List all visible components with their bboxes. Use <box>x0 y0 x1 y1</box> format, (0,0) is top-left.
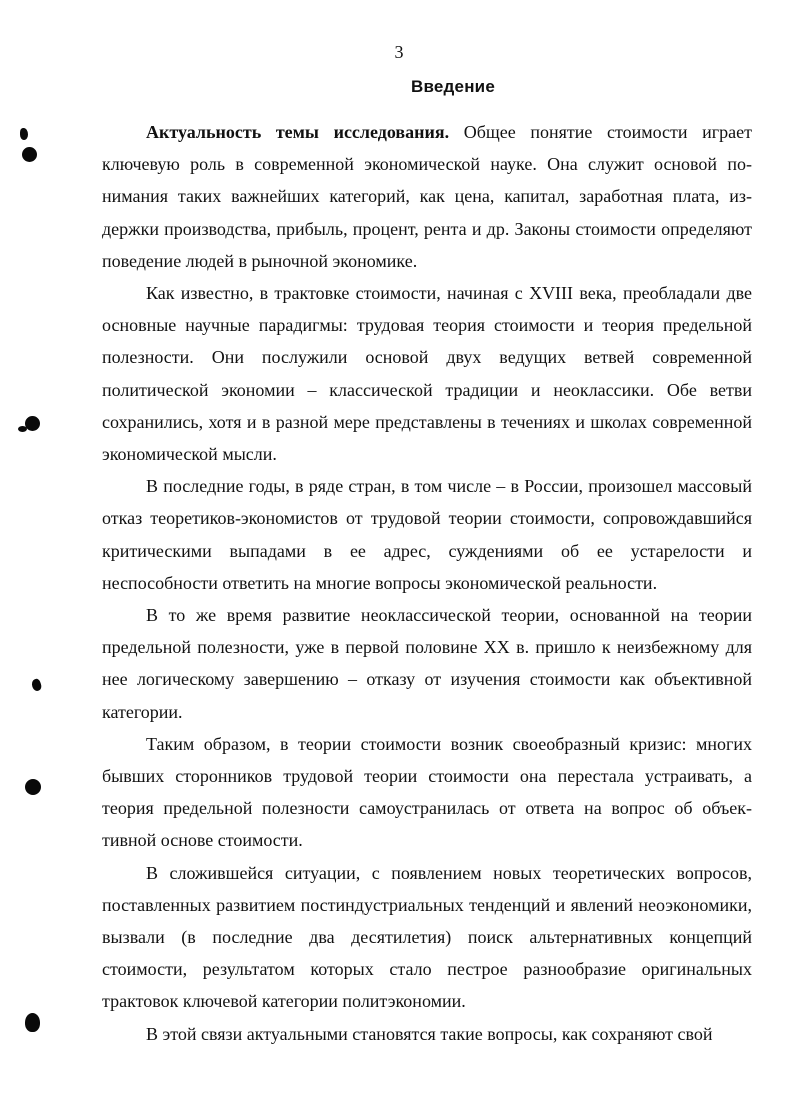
binding-hole-mark <box>20 128 28 140</box>
binding-hole-mark <box>25 779 41 795</box>
binding-hole-mark <box>25 416 40 431</box>
paragraph-lead: Актуальность темы исследования. <box>146 122 450 142</box>
body-text <box>102 116 752 1050</box>
binding-hole-mark <box>25 1013 40 1032</box>
paragraph-paradigms: Как известно, в трактовке стоимости, начиная с XVIII века, преобладали две основные научные парадигмы: трудовая теория стоимости и теория предельной полезности. Они послужили основой двух ведущих ветвей современной политической экономии – классической традиции и неоклассики. Обе ветви сохранились, хотя и в разной мере представлены в течениях и школах современной экономической мысли. <box>102 283 752 465</box>
section-heading: Введение <box>411 77 495 96</box>
paragraph-neoclassical: В то же время развитие неоклассической теории, основанной на теории предельной полезности, уже в первой половине XX в. пришло к неизбежному для нее логическому завершению – отказу от изучения стоимости как объективной категории. <box>102 605 752 722</box>
binding-hole-mark <box>30 678 43 692</box>
paragraph-crisis: Таким образом, в теории стоимости возник своеобразный кризис: многих бывших сторонников трудовой теории стоимости она перестала устраивать, а теория предельной полезности самоустранилась от ответа на вопрос об объективной основе стоимости. <box>102 733 752 851</box>
paragraph-relevance <box>102 116 752 277</box>
binding-hole-mark <box>22 147 37 162</box>
paragraph-rejection: В последние годы, в ряде стран, в том числе – в России, произошел массовый отказ теоретиков-экономистов от трудовой теории стоимости, сопровождавшийся критическими выпадами в ее адрес, суждениями об ее устарелости и неспособности ответить на многие вопросы экономической реальности. <box>102 476 752 593</box>
paragraph-questions: В этой связи актуальными становятся такие вопросы, как сохраняют свой <box>146 1023 713 1044</box>
paragraph-situation: В сложившейся ситуации, с появлением новых теоретических вопросов, поставленных развитием постиндустриальных тенденций и явлений неоэкономики, вызвали (в последние два десятилетия) поиск альтернативных концепций стоимости, результатом которых стало пестрое разнообразие оригинальных трактовок ключевой категории политэкономии. <box>102 862 752 1012</box>
paragraph-text: Общее понятие стоимости играет ключевую роль в современной экономической науке. Она служит основой понимания таких важнейших категорий, как цена, капитал, заработная плата, издержки производства, прибыль, процент, рента и др. Законы стоимости определяют поведение людей в рыночной экономике. <box>102 122 753 271</box>
page-number: 3 <box>394 42 404 62</box>
